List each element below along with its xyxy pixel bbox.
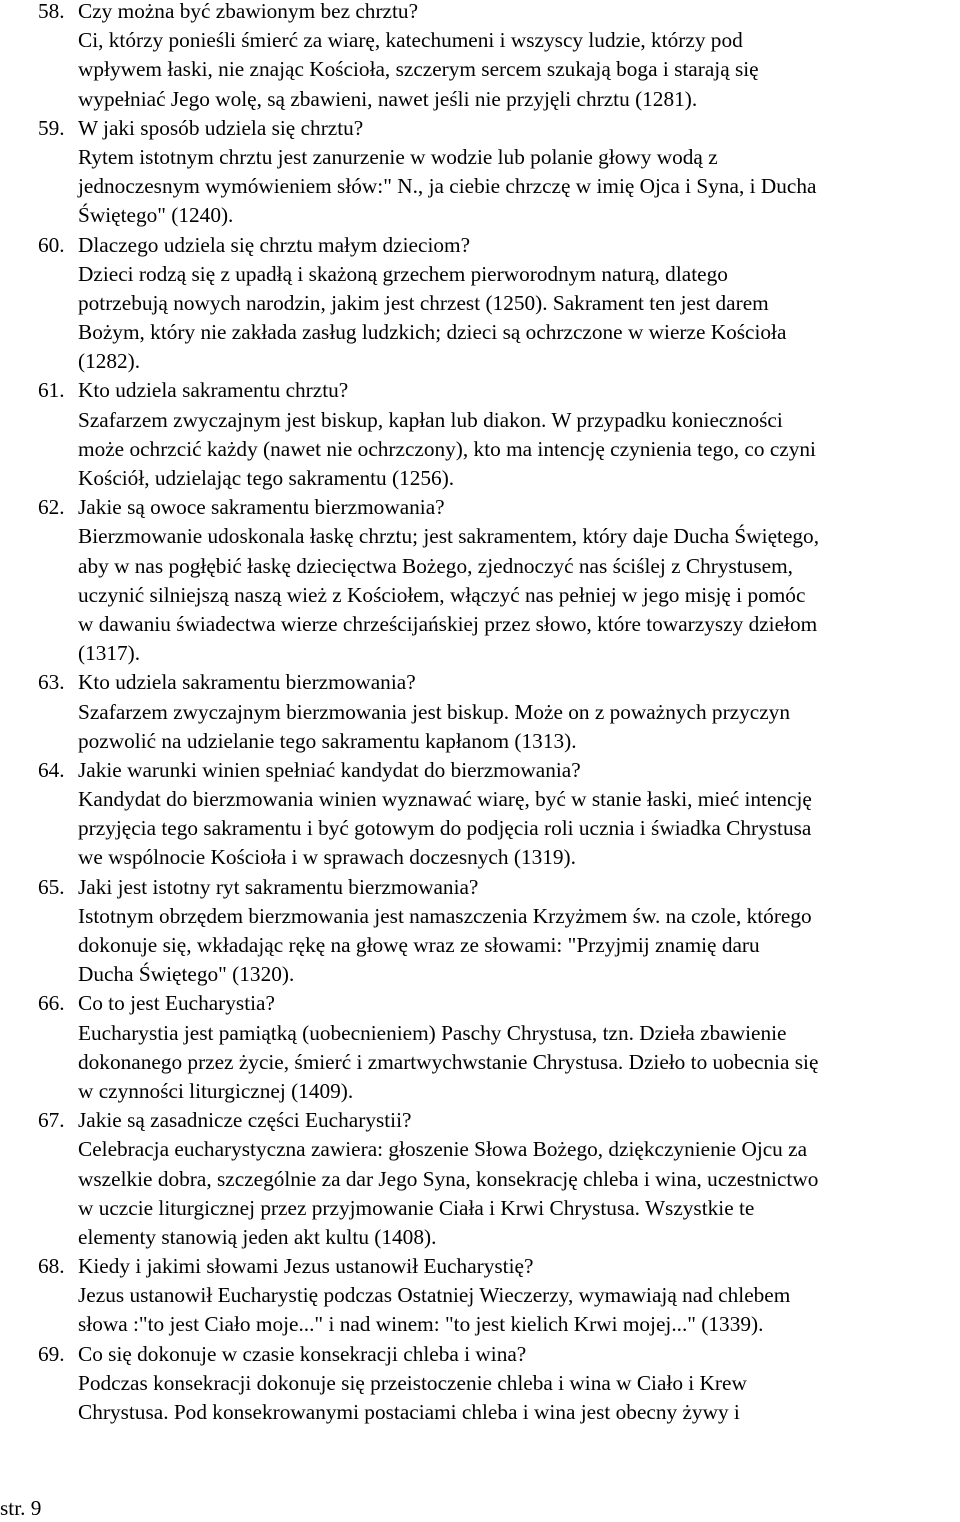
question-number: 69. bbox=[38, 1341, 65, 1366]
question-text: Kto udziela sakramentu bierzmowania? bbox=[78, 670, 416, 695]
qa-item bbox=[0, 0, 960, 114]
answer-line: Bierzmowanie udoskonala łaskę chrztu; jest sakramentem, który daje Ducha Świętego, bbox=[78, 524, 820, 549]
qa-item bbox=[0, 231, 960, 377]
question-text: Co się dokonuje w czasie konsekracji chleba i wina? bbox=[78, 1341, 527, 1366]
question-line bbox=[0, 493, 960, 522]
question-line bbox=[0, 114, 960, 143]
question-number: 65. bbox=[38, 874, 65, 899]
question-number: 66. bbox=[38, 991, 65, 1016]
qa-item bbox=[0, 668, 960, 756]
question-text: Jakie są zasadnicze części Eucharystii? bbox=[78, 1108, 412, 1133]
answer-line: Bożym, który nie zakłada zasług ludzkich; dzieci są ochrzczone w wierze Kościoła bbox=[78, 320, 787, 345]
answer-line: Szafarzem zwyczajnym bierzmowania jest biskup. Może on z poważnych przyczyn bbox=[78, 699, 790, 724]
question-number: 62. bbox=[38, 495, 65, 520]
answer-line: Rytem istotnym chrztu jest zanurzenie w wodzie lub polanie głowy wodą z bbox=[78, 144, 718, 169]
answer-line: Świętego" (1240). bbox=[78, 203, 234, 228]
question-line bbox=[0, 231, 960, 260]
answer-line: Eucharystia jest pamiątką (uobecnieniem) Paschy Chrystusa, tzn. Dzieła zbawienie bbox=[78, 1020, 787, 1045]
answer-line: (1282). bbox=[78, 349, 141, 374]
question-text: Dlaczego udziela się chrztu małym dzieciom? bbox=[78, 232, 471, 257]
answer-line: potrzebują nowych narodzin, jakim jest chrzest (1250). Sakrament ten jest darem bbox=[78, 290, 769, 315]
question-number: 61. bbox=[38, 378, 65, 403]
question-text: Czy można być zbawionym bez chrztu? bbox=[78, 0, 419, 23]
question-number: 68. bbox=[38, 1254, 65, 1279]
answer-line: dokonanego przez życie, śmierć i zmartwychwstanie Chrystusa. Dzieło to uobecnia się bbox=[78, 1049, 819, 1074]
qa-item bbox=[0, 1340, 960, 1428]
answer-line: Ci, którzy ponieśli śmierć za wiarę, katechumeni i wszyscy ludzie, którzy pod bbox=[78, 28, 743, 53]
answer-line: Celebracja eucharystyczna zawiera: głoszenie Słowa Bożego, dziękczynienie Ojcu za bbox=[78, 1137, 808, 1162]
answer-line: Chrystusa. Pod konsekrowanymi postaciami chleba i wina jest obecny żywy i bbox=[78, 1400, 740, 1424]
answer-line: Istotnym obrzędem bierzmowania jest namaszczenia Krzyżmem św. na czole, którego bbox=[78, 903, 812, 928]
answer-line: aby w nas pogłębić łaskę dziecięctwa Bożego, zjednoczyć nas ściślej z Chrystusem, bbox=[78, 553, 793, 578]
answer-line: elementy stanowią jeden akt kultu (1408). bbox=[78, 1224, 437, 1249]
question-number: 59. bbox=[38, 115, 65, 140]
qa-item bbox=[0, 114, 960, 231]
question-number: 58. bbox=[38, 0, 65, 23]
question-line bbox=[0, 873, 960, 902]
answer-line: wszelkie dobra, szczególnie za dar Jego Syna, konsekrację chleba i wina, uczestnictwo bbox=[78, 1166, 819, 1191]
question-line bbox=[0, 668, 960, 697]
question-number: 63. bbox=[38, 670, 65, 695]
page-number: str. 9 bbox=[0, 1496, 42, 1520]
answer-line: dokonuje się, wkładając rękę na głowę wraz ze słowami: "Przyjmij znamię daru bbox=[78, 933, 760, 957]
question-line bbox=[0, 756, 960, 785]
answer-line: może ochrzcić każdy (nawet nie ochrzczony), kto ma intencję czynienia tego, co czyni bbox=[78, 436, 816, 461]
question-text: Jaki jest istotny ryt sakramentu bierzmowania? bbox=[78, 874, 479, 899]
question-text: Co to jest Eucharystia? bbox=[78, 991, 275, 1016]
answer-line: we wspólnocie Kościoła i w sprawach doczesnych (1319). bbox=[78, 845, 576, 870]
question-text: Kiedy i jakimi słowami Jezus ustanowił Eucharystię? bbox=[78, 1254, 534, 1279]
answer-line: wypełniać Jego wolę, są zbawieni, nawet jeśli nie przyjęli chrztu (1281). bbox=[78, 86, 698, 111]
question-number: 67. bbox=[38, 1108, 65, 1133]
answer-line: Kościół, udzielając tego sakramentu (1256). bbox=[78, 466, 455, 490]
question-line bbox=[0, 1252, 960, 1281]
question-text: Jakie są owoce sakramentu bierzmowania? bbox=[78, 495, 445, 520]
answer-line: Kandydat do bierzmowania winien wyznawać wiarę, być w stanie łaski, mieć intencję bbox=[78, 787, 812, 812]
question-text: Kto udziela sakramentu chrztu? bbox=[78, 378, 349, 403]
answer-line: uczynić silniejszą naszą wież z Kościołem, włączyć nas pełniej w jego misję i pomóc bbox=[78, 582, 806, 607]
answer-line: w dawaniu świadectwa wierze chrześcijańskiej przez słowo, które towarzyszy dziełom bbox=[78, 611, 818, 636]
question-line bbox=[0, 1106, 960, 1135]
qa-item bbox=[0, 756, 960, 873]
qa-item bbox=[0, 1252, 960, 1340]
answer-line: w czynności liturgicznej (1409). bbox=[78, 1078, 354, 1103]
answer-line: jednoczesnym wymówieniem słów:" N., ja ciebie chrzczę w imię Ojca i Syna, i Ducha bbox=[78, 174, 817, 199]
answer-line: słowa :"to jest Ciało moje..." i nad winem: "to jest kielich Krwi mojej..." (1339). bbox=[78, 1312, 764, 1337]
qa-item bbox=[0, 1106, 960, 1252]
answer-line: Jezus ustanowił Eucharystię podczas Ostatniej Wieczerzy, wymawiają nad chlebem bbox=[78, 1283, 791, 1308]
qa-item bbox=[0, 376, 960, 493]
qa-item bbox=[0, 493, 960, 668]
qa-item bbox=[0, 989, 960, 1106]
question-text: Jakie warunki winien spełniać kandydat do bierzmowania? bbox=[78, 757, 581, 782]
question-line bbox=[0, 0, 960, 26]
answer-line: Dzieci rodzą się z upadłą i skażoną grzechem pierworodnym naturą, dlatego bbox=[78, 261, 728, 286]
qa-item bbox=[0, 873, 960, 990]
question-line bbox=[0, 376, 960, 405]
question-number: 64. bbox=[38, 757, 65, 782]
question-number: 60. bbox=[38, 232, 65, 257]
answer-line: przyjęcia tego sakramentu i być gotowym do podjęcia roli ucznia i świadka Chrystusa bbox=[78, 816, 812, 841]
answer-line: wpływem łaski, nie znając Kościoła, szczerym sercem szukają boga i starają się bbox=[78, 57, 759, 82]
answer-line: Ducha Świętego" (1320). bbox=[78, 962, 295, 987]
answer-line: Szafarzem zwyczajnym jest biskup, kapłan lub diakon. W przypadku konieczności bbox=[78, 407, 783, 432]
answer-line: pozwolić na udzielanie tego sakramentu kapłanom (1313). bbox=[78, 728, 577, 753]
question-text: W jaki sposób udziela się chrztu? bbox=[78, 115, 364, 140]
answer-line: w uczcie liturgicznej przez przyjmowanie Ciała i Krwi Chrystusa. Wszystkie te bbox=[78, 1195, 755, 1220]
question-line bbox=[0, 1340, 960, 1369]
answer-line: Podczas konsekracji dokonuje się przeistoczenie chleba i wina w Ciało i Krew bbox=[78, 1370, 747, 1395]
question-line bbox=[0, 989, 960, 1018]
answer-line: (1317). bbox=[78, 641, 141, 666]
